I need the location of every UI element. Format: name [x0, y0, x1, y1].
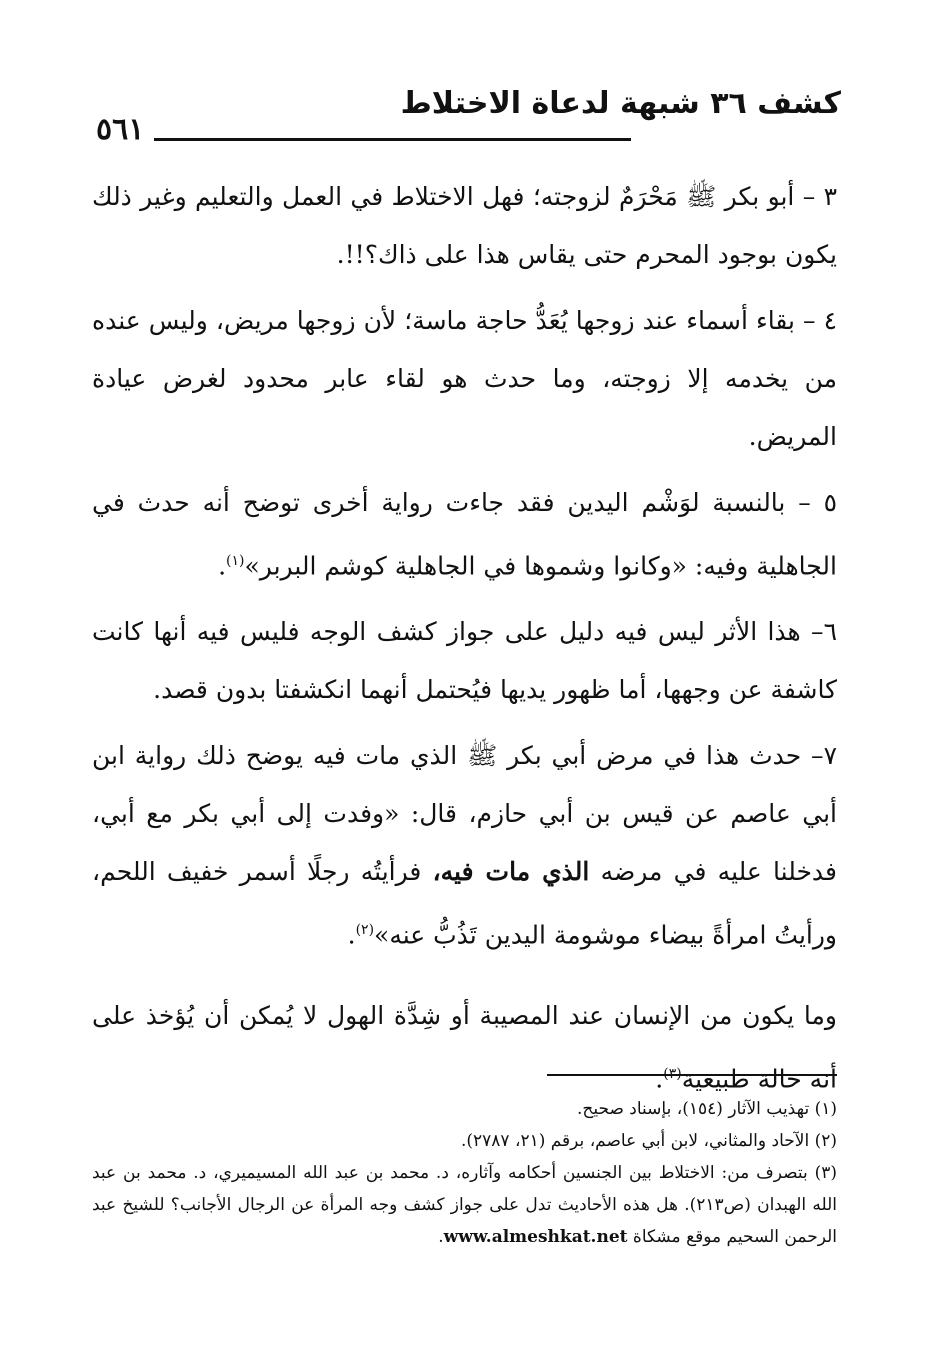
running-title: كشف ٣٦ شبهة لدعاة الاختلاط	[400, 86, 841, 121]
paragraph-end: .	[655, 1063, 664, 1093]
footnote-3	[92, 1157, 837, 1253]
page-number: ٥٦١	[96, 112, 145, 147]
paragraph-text: ٧– حدث هذا في مرض أبي بكر ﷺ الذي مات فيه يوضح ذلك رواية ابن أبي عاصم عن قيس بن أبي حازم، قال: «وفدت إلى أبي بكر مع أبي، فدخلنا عليه في مرضه	[92, 741, 838, 887]
paragraph-end: .	[218, 551, 227, 581]
page-header	[96, 82, 841, 147]
paragraph-6	[92, 603, 837, 719]
paragraph-4	[92, 292, 837, 466]
paragraph-text: وما يكون من الإنسان عند المصيبة أو شِدَّة الهول لا يُمكن أن يُؤخذ على أنه حالة طبيعية	[92, 1000, 837, 1093]
footnote-end: .	[438, 1227, 444, 1247]
paragraph-5	[92, 474, 837, 595]
site-link[interactable]: www.almeshkat.net	[443, 1227, 628, 1247]
footnote-ref-3[interactable]: (٣)	[663, 1065, 682, 1082]
paragraph-end: .	[347, 920, 356, 950]
header-rule	[154, 138, 631, 141]
footnote-ref-1[interactable]: (١)	[226, 553, 245, 569]
paragraph-3	[92, 168, 837, 284]
body-text	[92, 168, 837, 1116]
footnote-rule	[547, 1074, 837, 1076]
paragraph-text: ٣ – أبو بكر ﷺ مَحْرَمٌ لزوجته؛ فهل الاختلاط في العمل والتعليم وغير ذلك يكون بوجود المحرم حتى يقاس هذا على ذاك؟!!.	[92, 182, 837, 269]
paragraph-text: ٦– هذا الأثر ليس فيه دليل على جواز كشف الوجه فليس فيه أنها كانت كاشفة عن وجهها، أما ظهور يديها فيُحتمل أنهما انكشفتا بدون قصد.	[92, 617, 837, 705]
paragraph-text-continued: فرأيتُه رجلًا أسمر خفيف اللحم، ورأيتُ امرأةً بيضاء موشومة اليدين تَذُبُّ عنه»	[92, 857, 837, 950]
paragraph-text: ٤ – بقاء أسماء عند زوجها يُعَدُّ حاجة ماسة؛ لأن زوجها مريض، وليس عنده من يخدمه إلا زوجته، وما حدث هو لقاء عابر محدود لغرض عيادة المريض.	[92, 306, 837, 451]
footnote-ref-2[interactable]: (٢)	[355, 922, 375, 939]
bold-phrase: الذي مات فيه،	[432, 857, 590, 887]
footnotes	[92, 1093, 837, 1253]
footnote-text: (٣) بتصرف من: الاختلاط بين الجنسين أحكامه وآثاره، د. محمد بن عبد الله المسيميري، د. محمد بن عبد الله الهبدان (ص٢١٣). هل هذه الأحاديث تدل على جواز كشف وجه المرأة عن الرجال الأجانب؟ للشيخ عبد الرحمن السحيم موقع مشكاة	[92, 1163, 838, 1247]
footnote-1: (١) تهذيب الآثار (١٥٤)، بإسناد صحيح.	[576, 1099, 837, 1119]
footnote-2: (٢) الآحاد والمثاني، لابن أبي عاصم، برقم (٢١، ٢٧٨٧).	[460, 1131, 837, 1151]
paragraph-7	[92, 727, 837, 964]
paragraph-conclusion	[92, 987, 837, 1108]
paragraph-text: ٥ – بالنسبة لوَشْم اليدين فقد جاءت رواية أخرى توضح أنه حدث في الجاهلية وفيه: «وكانوا وشموها في الجاهلية كوشم البربر»	[92, 488, 837, 581]
